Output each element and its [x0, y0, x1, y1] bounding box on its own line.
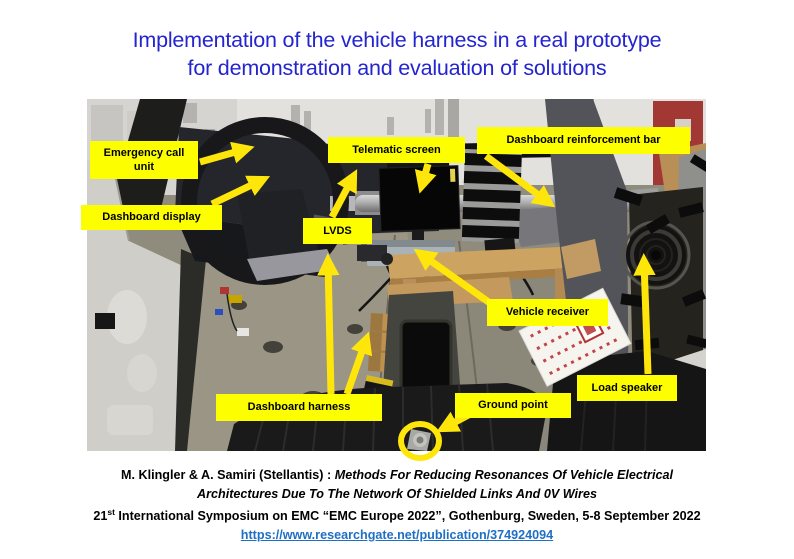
citation-authors: M. Klingler & A. Samiri (Stellantis) : — [121, 468, 335, 482]
speaker-shape — [623, 222, 689, 288]
label-telematic-screen: Telematic screen — [328, 137, 465, 163]
label-dashboard-display: Dashboard display — [81, 205, 222, 230]
title-line-1: Implementation of the vehicle harness in a real prototype — [132, 28, 662, 52]
label-load-speaker: Load speaker — [577, 375, 677, 401]
paper-title-part2: Architectures Due To The Network Of Shielded Links And 0V Wires — [197, 486, 597, 501]
citation-link-line — [0, 526, 794, 545]
citation-block — [0, 466, 794, 545]
conference-rest: International Symposium on EMC “EMC Europe 2022”, Gothenburg, Sweden, 5-8 September 2022 — [114, 509, 701, 524]
label-emergency-call-unit: Emergency call unit — [90, 141, 198, 179]
citation-line-2 — [0, 485, 794, 504]
title-line-2: for demonstration and evaluation of solutions — [187, 56, 607, 80]
finned-bracket — [462, 149, 522, 243]
label-dashboard-reinforcement-bar: Dashboard reinforcement bar — [477, 127, 690, 154]
conference-number: 21 — [93, 509, 108, 524]
page-title — [0, 26, 794, 82]
label-vehicle-receiver: Vehicle receiver — [487, 299, 608, 326]
citation-conference — [0, 503, 794, 526]
paper-title-part1: Methods For Reducing Resonances Of Vehicle Electrical — [334, 468, 673, 482]
ground-bolt — [407, 429, 431, 451]
label-ground-point: Ground point — [455, 393, 571, 418]
label-lvds: LVDS — [303, 218, 372, 244]
label-dashboard-harness: Dashboard harness — [216, 394, 382, 421]
conference-ordinal: st — [107, 507, 115, 518]
researchgate-link[interactable]: https://www.researchgate.net/publication/374924094 — [240, 527, 554, 542]
citation-line-1 — [0, 466, 794, 485]
